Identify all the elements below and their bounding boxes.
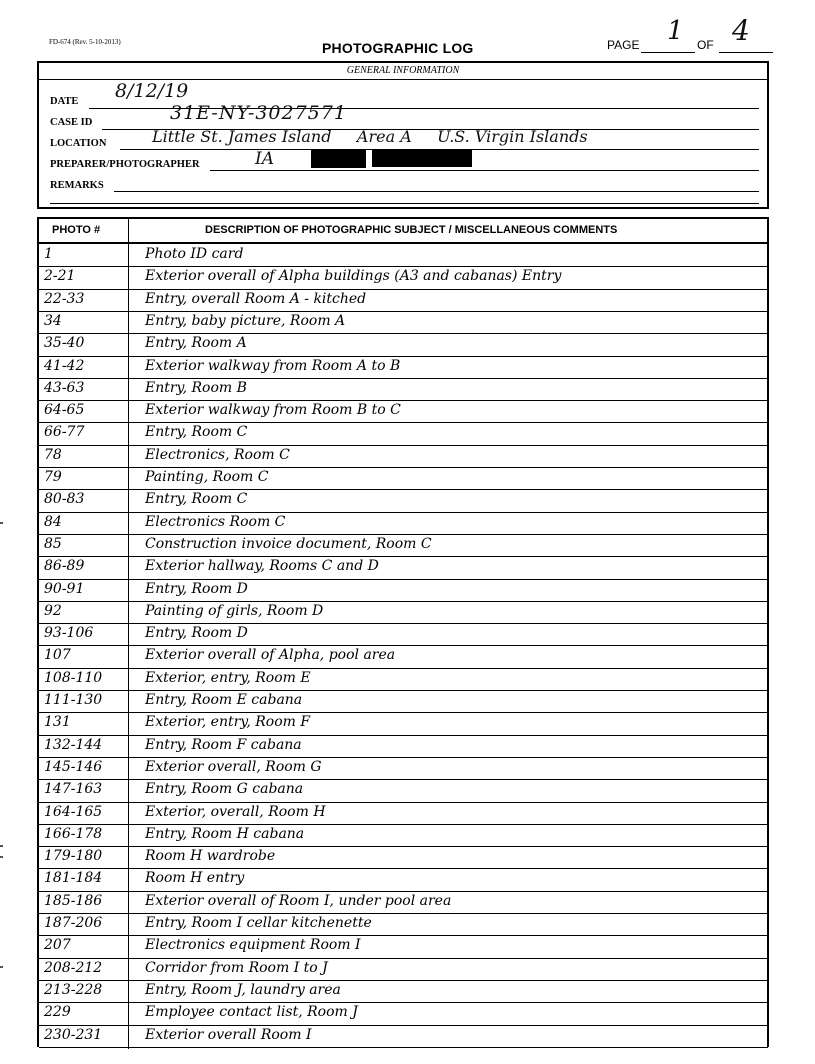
table-row-line (39, 913, 768, 914)
photo-description-cell: Entry, Room D (145, 625, 248, 642)
table-row-line (39, 712, 768, 713)
table-row-line (39, 289, 768, 290)
table-row-line (39, 779, 768, 780)
table-row-line (39, 735, 768, 736)
table-row-line (39, 802, 768, 803)
photo-number-cell: 107 (44, 647, 71, 664)
photo-number-cell: 213-228 (44, 981, 103, 998)
table-row-line (39, 445, 768, 446)
table-row-line (39, 1047, 768, 1048)
table-row-line (39, 1002, 768, 1003)
table-row-line (39, 958, 768, 959)
scan-mark (0, 856, 3, 858)
photo-number-cell: 207 (44, 937, 71, 954)
location-value: Little St. James Island Area A U.S. Virgin Islands (152, 127, 588, 146)
photo-description-cell: Corridor from Room I to J (145, 959, 328, 976)
photo-number-cell: 90-91 (44, 580, 85, 597)
photo-number-cell: 43-63 (44, 379, 85, 396)
photo-description-cell: Exterior walkway from Room B to C (145, 402, 401, 419)
table-row-line (39, 422, 768, 423)
photo-description-cell: Entry, Room F cabana (145, 736, 302, 753)
photo-number-cell: 181-184 (44, 870, 103, 887)
table-row-line (39, 891, 768, 892)
table-row-line (39, 623, 768, 624)
table-row-line (39, 579, 768, 580)
of-label: OF (697, 38, 714, 52)
remarks-line-2 (50, 203, 759, 204)
photo-description-cell: Entry, baby picture, Room A (145, 312, 346, 329)
photo-number-cell: 132-144 (44, 736, 103, 753)
redaction-block (311, 150, 366, 168)
photo-description-cell: Entry, overall Room A - kitched (145, 290, 367, 307)
table-row-line (39, 311, 768, 312)
table-row-line (39, 757, 768, 758)
general-information-heading: GENERAL INFORMATION (346, 65, 460, 76)
table-row-line (39, 400, 768, 401)
scan-mark (0, 966, 3, 968)
table-row-line (39, 868, 768, 869)
photo-description-cell: Exterior overall of Alpha buildings (A3 and cabanas) Entry (145, 268, 562, 285)
table-row-line (39, 534, 768, 535)
photo-number-cell: 86-89 (44, 558, 85, 575)
table-row-line (39, 556, 768, 557)
photo-description-cell: Entry, Room J, laundry area (145, 981, 341, 998)
photo-number-cell: 78 (44, 446, 62, 463)
photo-description-cell: Exterior overall Room I (145, 1026, 312, 1043)
photo-number-cell: 79 (44, 469, 62, 485)
description-column-header: DESCRIPTION OF PHOTOGRAPHIC SUBJECT / MISCELLANEOUS COMMENTS (205, 224, 618, 236)
page-number-value: 1 (667, 16, 684, 46)
table-row-line (39, 980, 768, 981)
photo-description-cell: Entry, Room H cabana (145, 825, 305, 842)
photo-description-cell: Electronics Room C (145, 513, 286, 530)
photo-description-cell: Exterior overall of Room I, under pool area (145, 892, 452, 909)
table-row-line (39, 645, 768, 646)
photo-description-cell: Entry, Room E cabana (145, 692, 303, 708)
photo-description-cell: Electronics, Room C (145, 446, 290, 463)
table-row-line (39, 846, 768, 847)
photo-description-cell: Room H entry (145, 870, 245, 887)
case-id-label: CASE ID (50, 117, 93, 128)
photo-description-cell: Entry, Room C (145, 424, 248, 441)
photo-description-cell: Employee contact list, Room J (145, 1004, 358, 1021)
preparer-label: PREPARER/PHOTOGRAPHER (50, 159, 200, 170)
redaction-block (372, 149, 472, 167)
preparer-value: IA (255, 149, 274, 169)
total-pages-line (719, 52, 773, 53)
photo-description-cell: Exterior overall of Alpha, pool area (145, 647, 396, 664)
location-label: LOCATION (50, 138, 107, 149)
table-row-line (39, 668, 768, 669)
photo-number-cell: 92 (44, 602, 62, 619)
table-row-line (39, 378, 768, 379)
photo-description-cell: Electronics equipment Room I (145, 937, 361, 954)
table-header-divider (38, 242, 768, 244)
photo-number-cell: 208-212 (44, 959, 103, 976)
page-number-line (641, 52, 695, 53)
scan-mark (0, 522, 3, 524)
photo-number-cell: 108-110 (44, 669, 103, 686)
photo-description-cell: Painting, Room C (145, 469, 269, 485)
photo-number-cell: 230-231 (44, 1026, 103, 1043)
photo-number-cell: 229 (44, 1004, 71, 1021)
date-label: DATE (50, 96, 79, 107)
photo-number-cell: 22-33 (44, 290, 85, 307)
table-row-line (39, 690, 768, 691)
table-row-line (39, 489, 768, 490)
photo-number-cell: 80-83 (44, 491, 85, 508)
remarks-label: REMARKS (50, 180, 104, 191)
photo-description-cell: Room H wardrobe (145, 848, 276, 865)
table-column-divider (128, 219, 129, 1049)
total-pages-value: 4 (732, 14, 750, 47)
photo-number-cell: 93-106 (44, 625, 94, 642)
table-row-line (39, 266, 768, 267)
photo-number-cell: 2-21 (44, 268, 76, 285)
photo-number-cell: 64-65 (44, 402, 85, 419)
photo-number-cell: 41-42 (44, 357, 85, 374)
photo-description-cell: Exterior, overall, Room H (145, 803, 326, 820)
photo-description-cell: Entry, Room C (145, 491, 248, 508)
photo-number-cell: 66-77 (44, 424, 85, 441)
case-id-value: 31E-NY-3027571 (170, 102, 347, 124)
table-row-line (39, 333, 768, 334)
photo-number-cell: 179-180 (44, 848, 103, 865)
photo-number-cell: 185-186 (44, 892, 103, 909)
photo-number-cell: 131 (44, 714, 71, 731)
table-row-line (39, 1025, 768, 1026)
photo-description-cell: Construction invoice document, Room C (145, 535, 432, 552)
photo-description-cell: Entry, Room G cabana (145, 781, 304, 798)
table-row-line (39, 601, 768, 602)
page-label: PAGE (607, 38, 640, 52)
photo-description-cell: Exterior, entry, Room E (145, 669, 311, 686)
photo-number-cell: 145-146 (44, 758, 103, 775)
photo-description-cell: Entry, Room I cellar kitchenette (145, 915, 372, 931)
page-title: PHOTOGRAPHIC LOG (322, 40, 474, 56)
photo-number-cell: 166-178 (44, 825, 103, 842)
photo-description-cell: Painting of girls, Room D (145, 602, 324, 619)
photo-description-cell: Entry, Room B (145, 379, 247, 396)
scan-mark (0, 845, 3, 847)
photo-number-cell: 147-163 (44, 781, 103, 798)
photo-description-cell: Exterior hallway, Rooms C and D (145, 558, 379, 575)
photo-description-cell: Exterior walkway from Room A to B (145, 357, 401, 374)
photo-description-cell: Exterior overall, Room G (145, 758, 322, 775)
photo-number-cell: 111-130 (44, 692, 103, 708)
photo-number-cell: 85 (44, 535, 62, 552)
photo-description-cell: Entry, Room A (145, 335, 247, 352)
photo-description-cell: Photo ID card (145, 246, 244, 262)
remarks-line (114, 191, 759, 192)
date-value: 8/12/19 (115, 80, 189, 102)
photo-number-cell: 187-206 (44, 915, 103, 931)
form-number: FD-674 (Rev. 5-10-2013) (49, 38, 121, 46)
photo-description-cell: Entry, Room D (145, 580, 248, 597)
photo-number-cell: 35-40 (44, 335, 85, 352)
table-row-line (39, 824, 768, 825)
photo-number-cell: 164-165 (44, 803, 103, 820)
photo-number-column-header: PHOTO # (52, 224, 101, 236)
table-row-line (39, 512, 768, 513)
table-row-line (39, 467, 768, 468)
preparer-line (210, 170, 759, 171)
photo-description-cell: Exterior, entry, Room F (145, 714, 311, 731)
table-row-line (39, 935, 768, 936)
photo-number-cell: 84 (44, 513, 62, 530)
photo-number-cell: 1 (44, 246, 53, 262)
photo-number-cell: 34 (44, 312, 62, 329)
table-row-line (39, 356, 768, 357)
